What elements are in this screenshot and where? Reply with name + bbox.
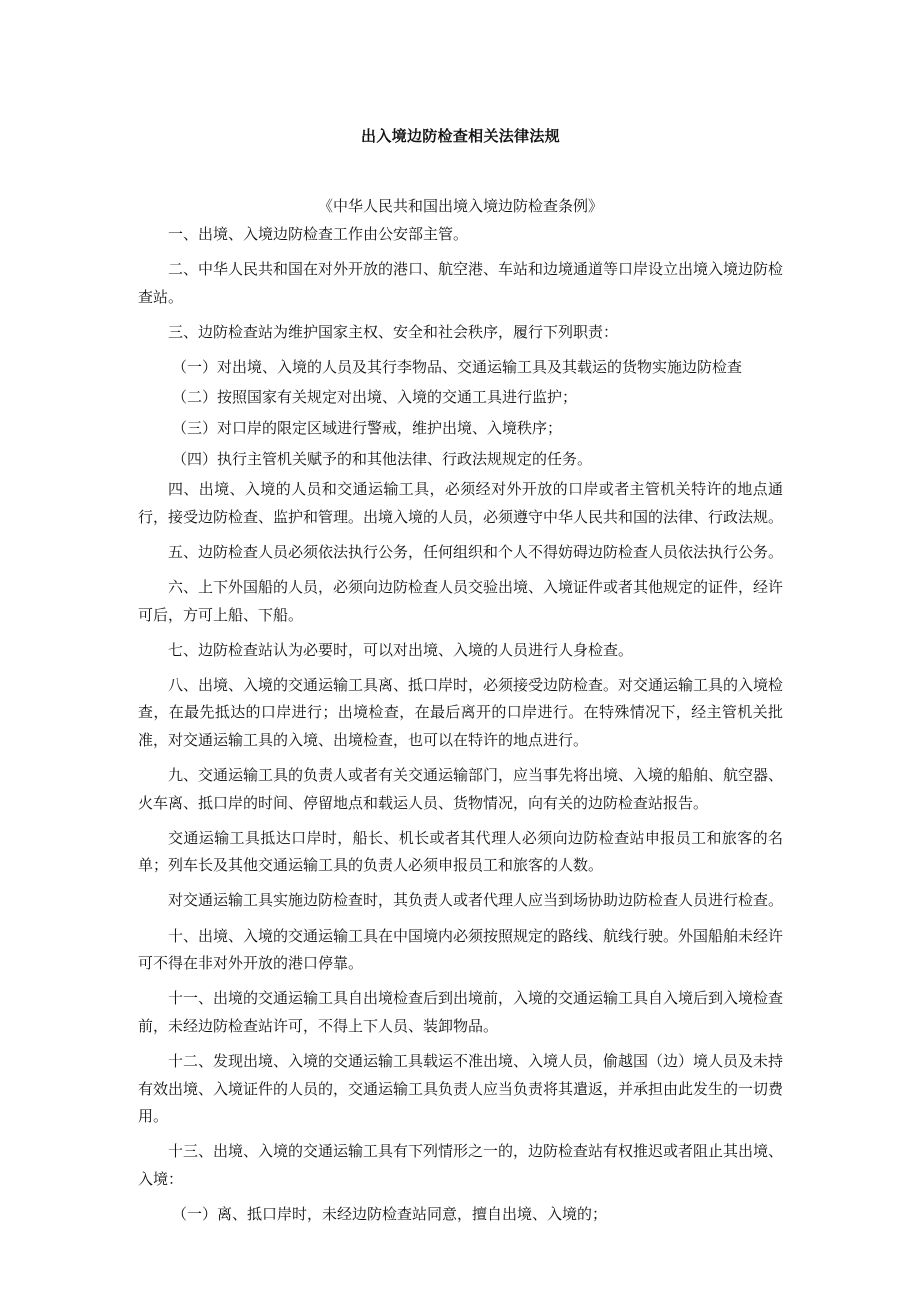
article-7: 七、边防检查站认为必要时，可以对出境、入境的人员进行人身检查。 xyxy=(168,640,634,659)
article-3: 三、边防检查站为维护国家主权、安全和社会秩序，履行下列职责： xyxy=(168,322,619,341)
article-3-item-1: （一）对出境、入境的人员及其行李物品、交通运输工具及其载运的货物实施边防检查 xyxy=(172,357,743,376)
regulation-subtitle: 《中华人民共和国出境入境边防检查条例》 xyxy=(317,197,603,215)
article-1: 一、出境、入境边防检查工作由公安部主管。 xyxy=(168,225,469,243)
article-12: 十二、发现出境、入境的交通运输工具载运不准出境、入境人员，偷越国（边）境人员及未持有效出境、入境证件的人员的，交通运输工具负责人应当负责将其遣返，并承担由此发生的一切费用。 xyxy=(138,1051,784,1126)
article-3-item-2: （二）按照国家有关规定对出境、入境的交通工具进行监护； xyxy=(172,388,578,407)
article-10: 十、出境、入境的交通运输工具在中国境内必须按照规定的路线、航线行驶。外国船舶未经许可不得在非对外开放的港口停靠。 xyxy=(138,926,784,973)
article-3-item-3: （三）对口岸的限定区域进行警戒，维护出境、入境秩序； xyxy=(172,419,563,438)
document-body xyxy=(138,221,783,1229)
article-9-para-3: 对交通运输工具实施边防检查时，其负责人或者代理人应当到场协助边防检查人员进行检查。 xyxy=(168,891,784,910)
article-9: 九、交通运输工具的负责人或者有关交通运输部门，应当事先将出境、入境的船舶、航空器、火车离、抵口岸的时间、停留地点和载运人员、货物情况，向有关的边防检查站报告。 xyxy=(138,766,784,812)
article-8: 八、出境、入境的交通运输工具离、抵口岸时，必须接受边防检查。对交通运输工具的入境检查，在最先抵达的口岸进行；出境检查，在最后离开的口岸进行。在特殊情况下，经主管机关批准，对交通运输工具的入境、出境检查，也可以在特许的地点进行。 xyxy=(138,675,784,749)
article-9-para-2: 交通运输工具抵达口岸时，船长、机长或者其代理人必须向边防检查站申报员工和旅客的名单；列车长及其他交通运输工具的负责人必须申报员工和旅客的人数。 xyxy=(138,828,783,875)
article-11: 十一、出境的交通运输工具自出境检查后到出境前，入境的交通运输工具自入境后到入境检查前，未经边防检查站许可，不得上下人员、装卸物品。 xyxy=(138,989,784,1035)
article-3-item-4: （四）执行主管机关赋予的和其他法律、行政法规规定的任务。 xyxy=(172,449,593,468)
article-6: 六、上下外国船的人员，必须向边防检查人员交验出境、入境证件或者其他规定的证件，经许可后，方可上船、下船。 xyxy=(138,578,784,624)
article-13-item-1: （一）离、抵口岸时，未经边防检查站同意，擅自出境、入境的； xyxy=(172,1204,608,1223)
article-2: 二、中华人民共和国在对外开放的港口、航空港、车站和边境通道等口岸设立出境入境边防检查站。 xyxy=(138,260,784,306)
article-13: 十三、出境、入境的交通运输工具有下列情形之一的，边防检查站有权推迟或者阻止其出境、入境： xyxy=(138,1142,784,1188)
article-4: 四、出境、入境的人员和交通运输工具，必须经对外开放的口岸或者主管机关特许的地点通行，接受边防检查、监护和管理。出境入境的人员，必须遵守中华人民共和国的法律、行政法规。 xyxy=(138,480,784,526)
article-5: 五、边防检查人员必须依法执行公务，任何组织和个人不得妨碍边防检查人员依法执行公务。 xyxy=(168,542,784,561)
document-title: 出入境边防检查相关法律法规 xyxy=(361,127,560,145)
